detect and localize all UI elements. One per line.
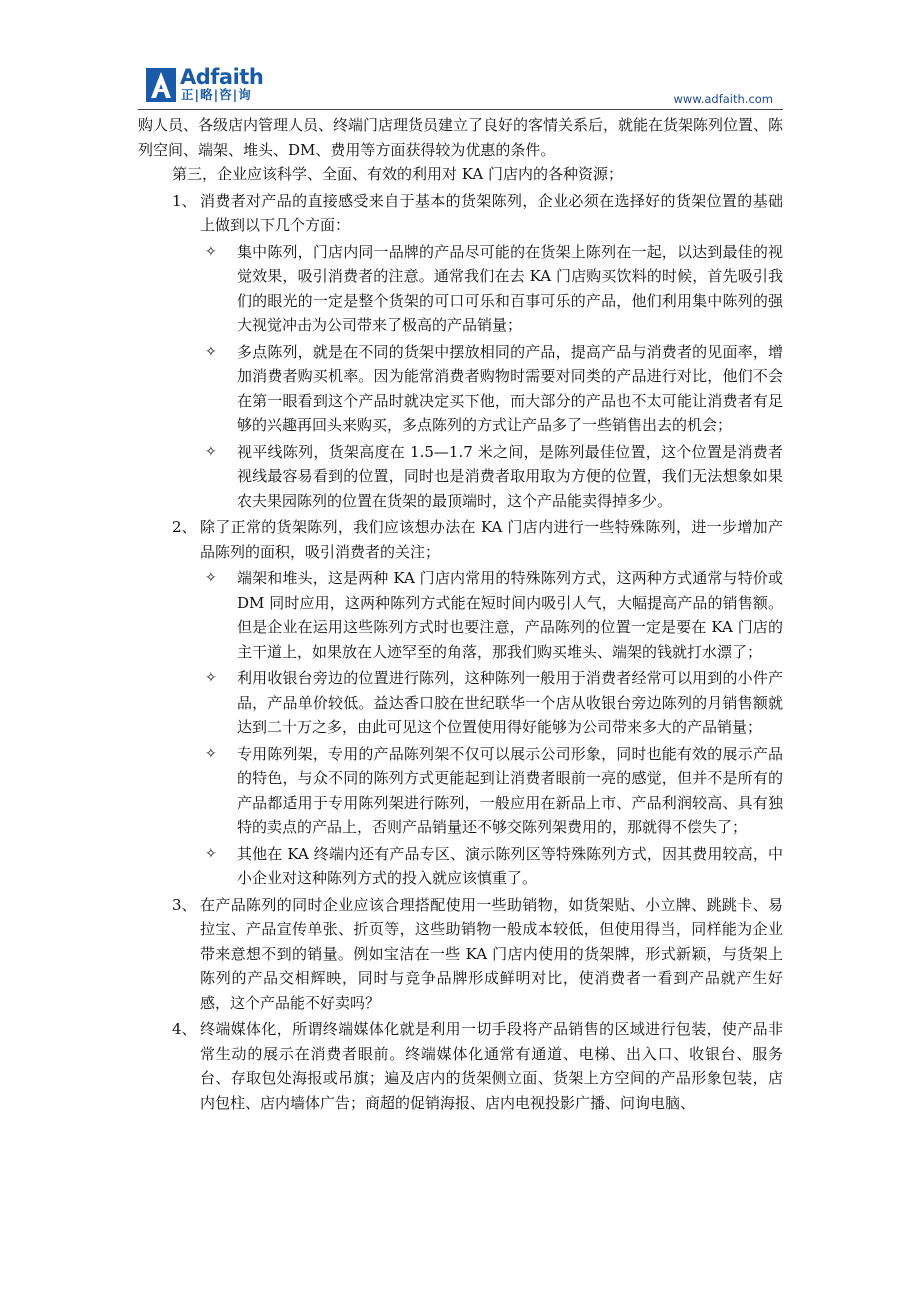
numbered-item xyxy=(138,1017,783,1115)
diamond-bullet-icon: ✧ xyxy=(205,343,217,360)
bullet-item xyxy=(138,842,783,891)
intro-paragraph: 购人员、各级店内管理人员、终端门店理货员建立了良好的客情关系后，就能在货架陈列位置、陈列空间、端架、堆头、DM、费用等方面获得较为优惠的条件。 xyxy=(138,116,784,159)
item-text: 除了正常的货架陈列，我们应该想办法在 KA 门店内进行一些特殊陈列，进一步增加产品陈列的面积，吸引消费者的关注； xyxy=(200,518,783,561)
bullet-item xyxy=(138,340,783,438)
logo-text-cn: 正|略|咨|询 xyxy=(181,87,252,102)
item-text: 消费者对产品的直接感受来自于基本的货架陈列，企业必须在选择好的货架位置的基础上做到以下几个方面： xyxy=(200,191,783,234)
logo-mark-icon xyxy=(146,68,176,102)
diamond-bullet-icon: ✧ xyxy=(205,845,217,862)
header-divider xyxy=(138,109,783,110)
bullet-item xyxy=(138,566,783,664)
website-url[interactable]: www.adfaith.com xyxy=(673,92,773,106)
logo-text-en: Adfaith xyxy=(180,65,264,89)
bullet-item xyxy=(138,742,783,840)
page-header xyxy=(138,64,783,110)
bullet-text: 利用收银台旁边的位置进行陈列，这种陈列一般用于消费者经常可以用到的小件产品，产品单价较低。益达香口胶在世纪联华一个店从收银台旁边陈列的月销售额就达到二十万之多，由此可见这个位置使用得好能够为公司带来多大的产品销量； xyxy=(237,669,783,736)
numbered-item xyxy=(138,515,783,564)
numbered-item xyxy=(138,189,783,238)
section-third-heading: 第三，企业应该科学、全面、有效的利用对 KA 门店内的各种资源； xyxy=(172,165,623,183)
bullet-item xyxy=(138,240,783,338)
adfaith-logo xyxy=(146,66,266,106)
bullet-text: 端架和堆头，这是两种 KA 门店内常用的特殊陈列方式，这两种方式通常与特价或 DM 同时应用，这两种陈列方式能在短时间内吸引人气，大幅提高产品的销售额。但是企业在运用这些陈列方式时也要注意，产品陈列的位置一定是要在 KA 门店的主干道上，如果放在人迹罕至的角落，那我们购买堆头、端架的钱就打水漂了； xyxy=(237,569,783,661)
bullet-item xyxy=(138,440,783,514)
bullet-text: 视平线陈列，货架高度在 1.5—1.7 米之间，是陈列最佳位置，这个位置是消费者视线最容易看到的位置，同时也是消费者取用取为方便的位置，我们无法想象如果农夫果园陈列的位置在货架的最顶端时，这个产品能卖得掉多少。 xyxy=(237,442,783,510)
diamond-bullet-icon: ✧ xyxy=(205,243,217,260)
diamond-bullet-icon: ✧ xyxy=(205,443,217,460)
bullet-text: 其他在 KA 终端内还有产品专区、演示陈列区等特殊陈列方式，因其费用较高，中小企业对这种陈列方式的投入就应该慎重了。 xyxy=(237,844,783,887)
item-number: 4、 xyxy=(172,1020,197,1038)
diamond-bullet-icon: ✧ xyxy=(205,745,217,762)
diamond-bullet-icon: ✧ xyxy=(205,670,217,686)
bullet-text: 多点陈列，就是在不同的货架中摆放相同的产品，提高产品与消费者的见面率，增加消费者购买机率。因为能常消费者购物时需要对同类的产品进行对比，他们不会在第一眼看到这个产品时就决定买下他，而大部分的产品也不太可能让消费者有足够的兴趣再回头来购买，多点陈列的方式让产品多了一些销售出去的机会； xyxy=(237,342,783,434)
item-number: 3、 xyxy=(172,895,197,914)
item-text: 终端媒体化，所谓终端媒体化就是利用一切手段将产品销售的区域进行包装，使产品非常生动的展示在消费者眼前。终端媒体化通常有通道、电梯、出入口、收银台、服务台、存取包处海报或吊旗；遍及店内的货架侧立面、货架上方空间的产品形象包装，店内包柱、店内墙体广告；商超的促销海报、店内电视投影广播、问询电脑、 xyxy=(200,1020,783,1112)
item-number: 2、 xyxy=(172,518,197,536)
bullet-text: 集中陈列，门店内同一品牌的产品尽可能的在货架上陈列在一起，以达到最佳的视觉效果，吸引消费者的注意。通常我们在去 KA 门店购买饮料的时候，首先吸引我们的眼光的一定是整个货架的可口可乐和百事可乐的产品，他们利用集中陈列的强大视觉冲击为公司带来了极高的产品销量； xyxy=(237,242,783,334)
document-body xyxy=(138,113,783,1115)
item-text: 在产品陈列的同时企业应该合理搭配使用一些助销物，如货架贴、小立牌、跳跳卡、易拉宝、产品宣传单张、折页等，这些助销物一般成本较低，但使用得当，同样能为企业带来意想不到的销量。例如宝洁在一些 KA 门店内使用的货架牌，形式新颖，与货架上陈列的产品交相辉映，同时与竞争品牌形成鲜明对比，使消费者一看到产品就产生好感，这个产品能不好卖吗？ xyxy=(200,895,783,1012)
bullet-item xyxy=(138,666,783,740)
item-number: 1、 xyxy=(172,191,197,210)
numbered-item xyxy=(138,893,783,1016)
bullet-text: 专用陈列架，专用的产品陈列架不仅可以展示公司形象，同时也能有效的展示产品的特色，与众不同的陈列方式更能起到让消费者眼前一亮的感觉，但并不是所有的产品都适用于专用陈列架进行陈列，一般应用在新品上市、产品利润较高、具有独特的卖点的产品上，否则产品销量还不够交陈列架费用的，那就得不偿失了； xyxy=(237,744,783,836)
diamond-bullet-icon: ✧ xyxy=(205,570,217,586)
